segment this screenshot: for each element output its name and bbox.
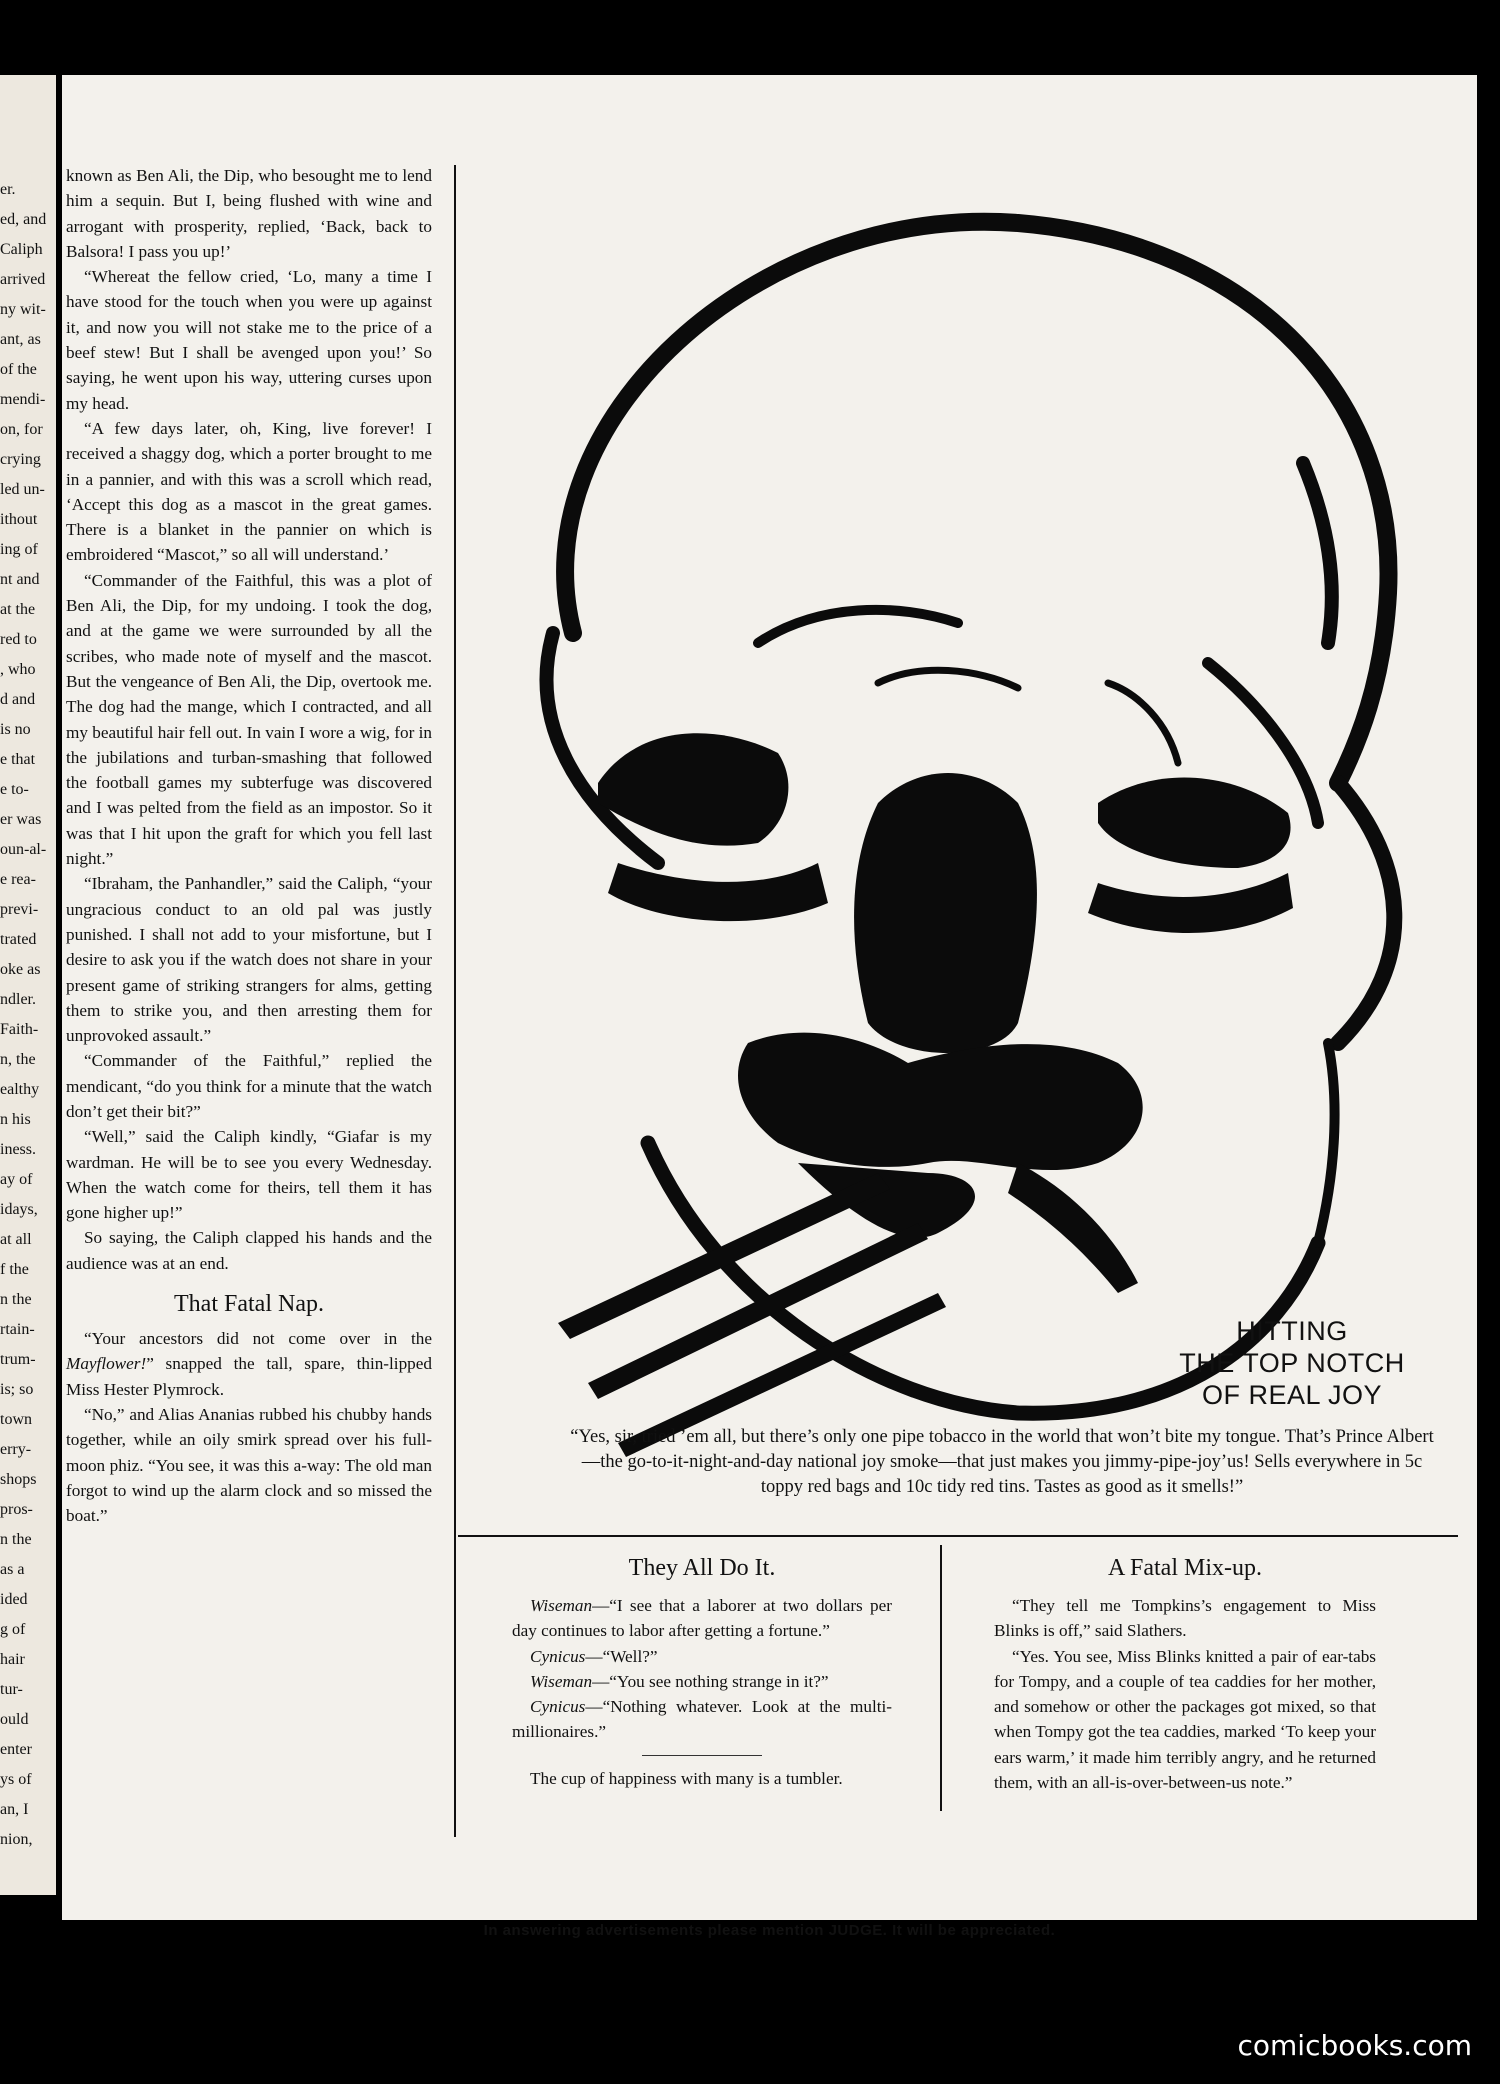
adjacent-page-fragment: er.	[0, 181, 16, 198]
adjacent-page-fragment: tur-	[0, 1681, 23, 1698]
adjacent-page-fragment: trum-	[0, 1351, 36, 1368]
headline-line: OF REAL JOY	[1201, 1380, 1383, 1410]
adjacent-page-fragment: crying	[0, 451, 41, 468]
joke-line: Cynicus—“Well?”	[530, 1646, 658, 1666]
joke-line: Wiseman—“You see nothing strange in it?”	[530, 1671, 829, 1691]
adjacent-page-fragment: shops	[0, 1471, 37, 1488]
column-divider	[454, 165, 456, 1837]
adjacent-page-fragment: an, I	[0, 1801, 29, 1818]
adjacent-page-fragment: Faith-	[0, 1021, 39, 1038]
adjacent-page-fragment: ed, and	[0, 211, 47, 228]
magazine-page	[62, 75, 1477, 1939]
adjacent-page-fragment: pros-	[0, 1501, 33, 1518]
joke-line: Cynicus—“Nothing whatever. Look at the multi-millionaires.”	[512, 1697, 892, 1742]
advertiser-footer-note: In answering advertisements please mention JUDGE. It will be appreciated.	[483, 1922, 1056, 1939]
adjacent-page-strip	[0, 75, 56, 1895]
adjacent-page-fragment: at the	[0, 601, 36, 618]
paragraph: “Well,” said the Caliph kindly, “Giafar is my wardman. He will be to see you every Wednesday. When the watch come for theirs, tell them it has gone higher up!”	[66, 1127, 432, 1223]
filler-line: The cup of happiness with many is a tumbler.	[530, 1768, 843, 1788]
left-text-column	[66, 163, 432, 1528]
adjacent-page-fragment: ant, as	[0, 331, 41, 348]
adjacent-page-fragment: led un-	[0, 481, 45, 498]
adjacent-page-fragment: arrived	[0, 271, 46, 288]
adjacent-page-fragment: e that	[0, 751, 36, 768]
adjacent-page-fragment: Caliph	[0, 241, 43, 258]
adjacent-page-fragment: town	[0, 1411, 32, 1428]
adjacent-page-fragment: d and	[0, 691, 36, 708]
adjacent-page-fragment: er was	[0, 811, 42, 828]
adjacent-page-fragment: rtain-	[0, 1321, 35, 1338]
adjacent-page-fragment: ny wit-	[0, 301, 46, 318]
joke-title: A Fatal Mix-up.	[1108, 1555, 1262, 1581]
watermark: comicbooks.com	[1237, 2029, 1472, 2062]
adjacent-page-fragment: n the	[0, 1531, 32, 1548]
adjacent-page-fragment: ndler.	[0, 991, 36, 1008]
column-divider	[940, 1545, 942, 1811]
adjacent-page-fragment: oun-al-	[0, 841, 47, 858]
joke-line: Wiseman—“I see that a laborer at two dollars per day continues to labor after getting a fortune.”	[512, 1596, 892, 1641]
adjacent-page-fragment: erry-	[0, 1441, 32, 1458]
adjacent-page-fragment: of the	[0, 361, 37, 378]
joke-they-all-do-it	[512, 1553, 892, 1791]
ad-headline	[1122, 1315, 1462, 1411]
joke-line: “Yes. You see, Miss Blinks knitted a pair of ear-tabs for Tompy, and a couple of tea caddies for her mother, and somehow or other the packages got mixed, so that when Tompy got the tea caddies, marked ‘To keep your ears warm,’ it made him terribly angry, and he returned them, with an all-is-over-between-us note.”	[994, 1646, 1376, 1793]
paragraph: “No,” and Alias Ananias rubbed his chubby hands together, while an oily smirk spread over his full-moon phiz. “You see, it was this a-way: The old man forgot to wind up the alarm clock and so missed the boat.”	[66, 1404, 432, 1526]
adjacent-page-fragment: ay of	[0, 1171, 33, 1188]
adjacent-page-fragment: n his	[0, 1111, 31, 1128]
adjacent-page-fragment: ys of	[0, 1771, 32, 1788]
adjacent-page-fragment: g of	[0, 1621, 26, 1638]
adjacent-page-fragment: is no	[0, 721, 31, 738]
adjacent-page-fragment: previ-	[0, 901, 39, 918]
adjacent-page-fragment: n, the	[0, 1051, 36, 1068]
paragraph: known as Ben Ali, the Dip, who besought me to lend him a sequin. But I, being flushed with wine and arrogant with prosperity, replied, ‘Back, back to Balsora! I pass you up!’	[66, 166, 432, 261]
adjacent-page-fragment: iness.	[0, 1141, 36, 1158]
adjacent-page-fragment: on, for	[0, 421, 43, 438]
adjacent-page-fragment: e to-	[0, 781, 29, 798]
joke-line: “They tell me Tompkins’s engagement to Miss Blinks is off,” said Slathers.	[994, 1596, 1376, 1641]
paragraph: “Ibraham, the Panhandler,” said the Caliph, “your ungracious conduct to an old pal was justly punished. I shall not add to your misfortune, but I desire to ask you if the watch does not share in your present game of striking strangers for alms, getting them to strike you, and then arresting them for unprovoked assault.”	[66, 874, 432, 1046]
paragraph: “Commander of the Faithful, this was a plot of Ben Ali, the Dip, for my undoing. I took the dog, and at the game we were surrounded by all the scribes, who made note of myself and the mascot. But the vengeance of Ben Ali, the Dip, overtook me. The dog had the mange, which I contracted, and all my beautiful hair fell out. In vain I wore a wig, for in the jubilations and turban-smashing that followed the football games my subterfuge was discovered and I was pelted from the field as an impostor. So it was that I hit upon the graft for which you fell last night.”	[66, 570, 432, 869]
paragraph: “A few days later, oh, King, live forever! I received a shaggy dog, which a porter brought to me in a pannier, and with this was a scroll which read, ‘Accept this dog as a mascot in the great games. There is a blanket in the pannier on which is embroidered “Mascot,” so all will understand.’	[66, 418, 432, 565]
adjacent-page-fragment: , who	[0, 661, 36, 678]
headline-line: THE TOP NOTCH	[1179, 1348, 1405, 1378]
story-title: That Fatal Nap.	[174, 1291, 324, 1318]
adjacent-page-fragment: nion,	[0, 1831, 33, 1848]
ad-quote: “Yes, sir, tried ’em all, but there’s only one pipe tobacco in the world that won’t bite my tongue. That’s Prince Albert—the go-to-it-night-and-day national joy smoke—that just makes you jimmy-pipe-joy’us! Sells everywhere in 5c toppy red bags and 10c tidy red tins. Tastes as good as it smells!”	[570, 1427, 1434, 1497]
paragraph: “Whereat the fellow cried, ‘Lo, many a time I have stood for the touch when you were up against it, and now you will not stake me to the price of a beef stew! But I shall be avenged upon you!’ So saying, he went upon his way, uttering curses upon my head.	[66, 267, 432, 413]
adjacent-page-fragment: ithout	[0, 511, 38, 528]
adjacent-page-fragment: trated	[0, 931, 37, 948]
section-rule	[458, 1535, 1458, 1537]
adjacent-page-fragment: red to	[0, 631, 37, 648]
paragraph: So saying, the Caliph clapped his hands and the audience was at an end.	[66, 1228, 432, 1273]
adjacent-page-fragment: ould	[0, 1711, 29, 1728]
adjacent-page-fragment: mendi-	[0, 391, 46, 408]
joke-a-fatal-mix-up	[994, 1553, 1376, 1795]
adjacent-page-fragment: ing of	[0, 541, 38, 558]
paragraph: “Commander of the Faithful,” replied the mendicant, “do you think for a minute that the watch don’t get their bit?”	[66, 1051, 432, 1121]
adjacent-page-fragment: oke as	[0, 961, 41, 978]
adjacent-page-fragment: n the	[0, 1291, 32, 1308]
adjacent-page-fragment: ealthy	[0, 1081, 40, 1098]
paragraph: “Your ancestors did not come over in the Mayflower!” snapped the tall, spare, thin-lipped Miss Hester Plymrock.	[66, 1329, 432, 1399]
adjacent-page-fragment: at all	[0, 1231, 32, 1248]
adjacent-page-fragment: hair	[0, 1651, 25, 1668]
headline-line: HITTING	[1236, 1316, 1348, 1346]
adjacent-page-fragment: idays,	[0, 1201, 38, 1218]
adjacent-page-fragment: is; so	[0, 1381, 34, 1398]
adjacent-page-fragment: e rea-	[0, 871, 36, 888]
short-divider	[642, 1755, 762, 1756]
adjacent-page-fragment: ided	[0, 1591, 28, 1608]
adjacent-page-fragment: as a	[0, 1561, 25, 1578]
adjacent-page-fragment: nt and	[0, 571, 40, 588]
adjacent-page-fragment: enter	[0, 1741, 32, 1758]
adjacent-page-fragment: f the	[0, 1261, 29, 1278]
joke-title: They All Do It.	[628, 1555, 776, 1581]
